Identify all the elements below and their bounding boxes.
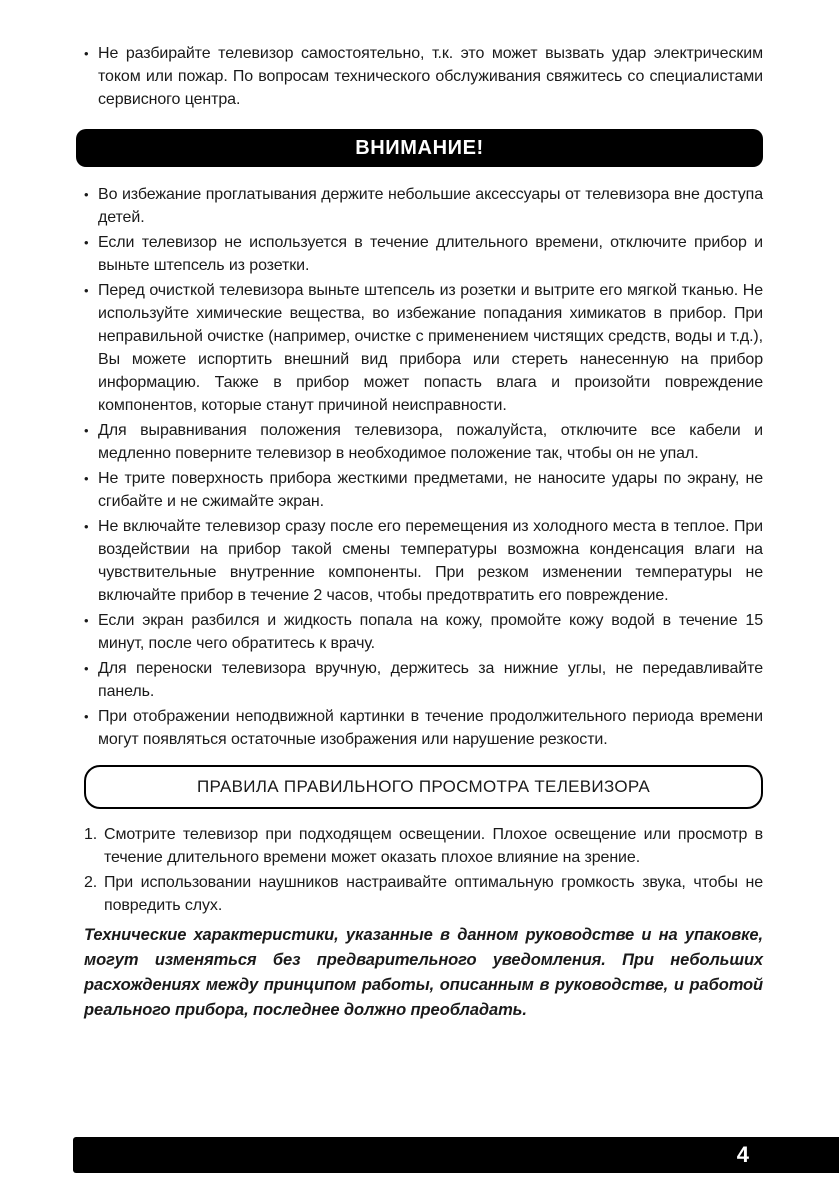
warning-bullet-text: Не включайте телевизор сразу после его перемещения из холодного места в теплое. При воздействии на прибор такой смены температуры возможна конденсация влаги на чувствительные внутренние компоненты. При резком изменении температуры не включайте прибор в течение 2 часов, чтобы предотвратить его повреждение. bbox=[98, 518, 763, 604]
list-item bbox=[84, 515, 763, 607]
list-item bbox=[84, 183, 763, 229]
list-item bbox=[84, 705, 763, 751]
warning-list bbox=[84, 183, 763, 751]
rule-number: 1. bbox=[84, 826, 98, 843]
list-item bbox=[84, 823, 763, 869]
page-number: 4 bbox=[736, 1142, 749, 1167]
footer-bar bbox=[73, 1137, 839, 1173]
warning-bullet-text: Если телевизор не используется в течение длительного времени, отключите прибор и выньте штепсель из розетки. bbox=[98, 234, 763, 274]
list-item bbox=[84, 279, 763, 417]
intro-section bbox=[84, 42, 763, 111]
rules-title: ПРАВИЛА ПРАВИЛЬНОГО ПРОСМОТРА ТЕЛЕВИЗОРА bbox=[196, 777, 650, 796]
rule-text: При использовании наушников настраивайте оптимальную громкость звука, чтобы не повредить слух. bbox=[104, 874, 763, 914]
rules-list bbox=[84, 823, 763, 917]
list-item bbox=[84, 657, 763, 703]
warning-bullet-text: Для выравнивания положения телевизора, пожалуйста, отключите все кабели и медленно поверните телевизор в необходимое положение так, чтобы он не упал. bbox=[98, 422, 763, 462]
rule-number: 2. bbox=[84, 874, 98, 891]
warning-banner bbox=[76, 129, 763, 167]
warning-bullet-text: Для переноски телевизора вручную, держитесь за нижние углы, не передавливайте панель. bbox=[98, 660, 763, 700]
rules-box bbox=[84, 765, 763, 809]
list-item bbox=[84, 871, 763, 917]
list-item bbox=[84, 609, 763, 655]
warning-bullet-text: Если экран разбился и жидкость попала на кожу, промойте кожу водой в течение 15 минут, после чего обратитесь к врачу. bbox=[98, 612, 763, 652]
list-item bbox=[84, 467, 763, 513]
warning-bullet-text: При отображении неподвижной картинки в течение продолжительного периода времени могут появляться остаточные изображения или нарушение резкости. bbox=[98, 708, 763, 748]
list-item bbox=[84, 419, 763, 465]
warning-bullet-text: Во избежание проглатывания держите небольшие аксессуары от телевизора вне доступа детей. bbox=[98, 186, 763, 226]
warning-bullet-text: Не трите поверхность прибора жесткими предметами, не наносите удары по экрану, не сгибайте и не сжимайте экран. bbox=[98, 470, 763, 510]
intro-bullet-text: Не разбирайте телевизор самостоятельно, т.к. это может вызвать удар электрическим током или пожар. По вопросам технического обслуживания свяжитесь со специалистами сервисного центра. bbox=[98, 45, 763, 108]
warning-bullet-text: Перед очисткой телевизора выньте штепсель из розетки и вытрите его мягкой тканью. Не используйте химические вещества, во избежание попадания химикатов в прибор. При неправильной очистке (например, очистке с применением чистящих средств, воды и т.д.), Вы можете испортить внешний вид прибора или стереть нанесенную на прибор информацию. Также в прибор может попасть влага и произойти повреждение компонентов, которые станут причиной неисправности. bbox=[98, 282, 763, 414]
warning-title: ВНИМАНИЕ! bbox=[355, 136, 484, 159]
list-item bbox=[84, 231, 763, 277]
list-item bbox=[84, 42, 763, 111]
disclaimer-text: Технические характеристики, указанные в данном руководстве и на упаковке, могут изменяться без предварительного уведомления. При небольших расхождениях между принципом работы, описанным в руководстве, и работой реального прибора, последнее должно преобладать. bbox=[84, 926, 763, 1019]
rule-text: Смотрите телевизор при подходящем освещении. Плохое освещение или просмотр в течение длительного времени может оказать плохое влияние на зрение. bbox=[104, 826, 763, 866]
